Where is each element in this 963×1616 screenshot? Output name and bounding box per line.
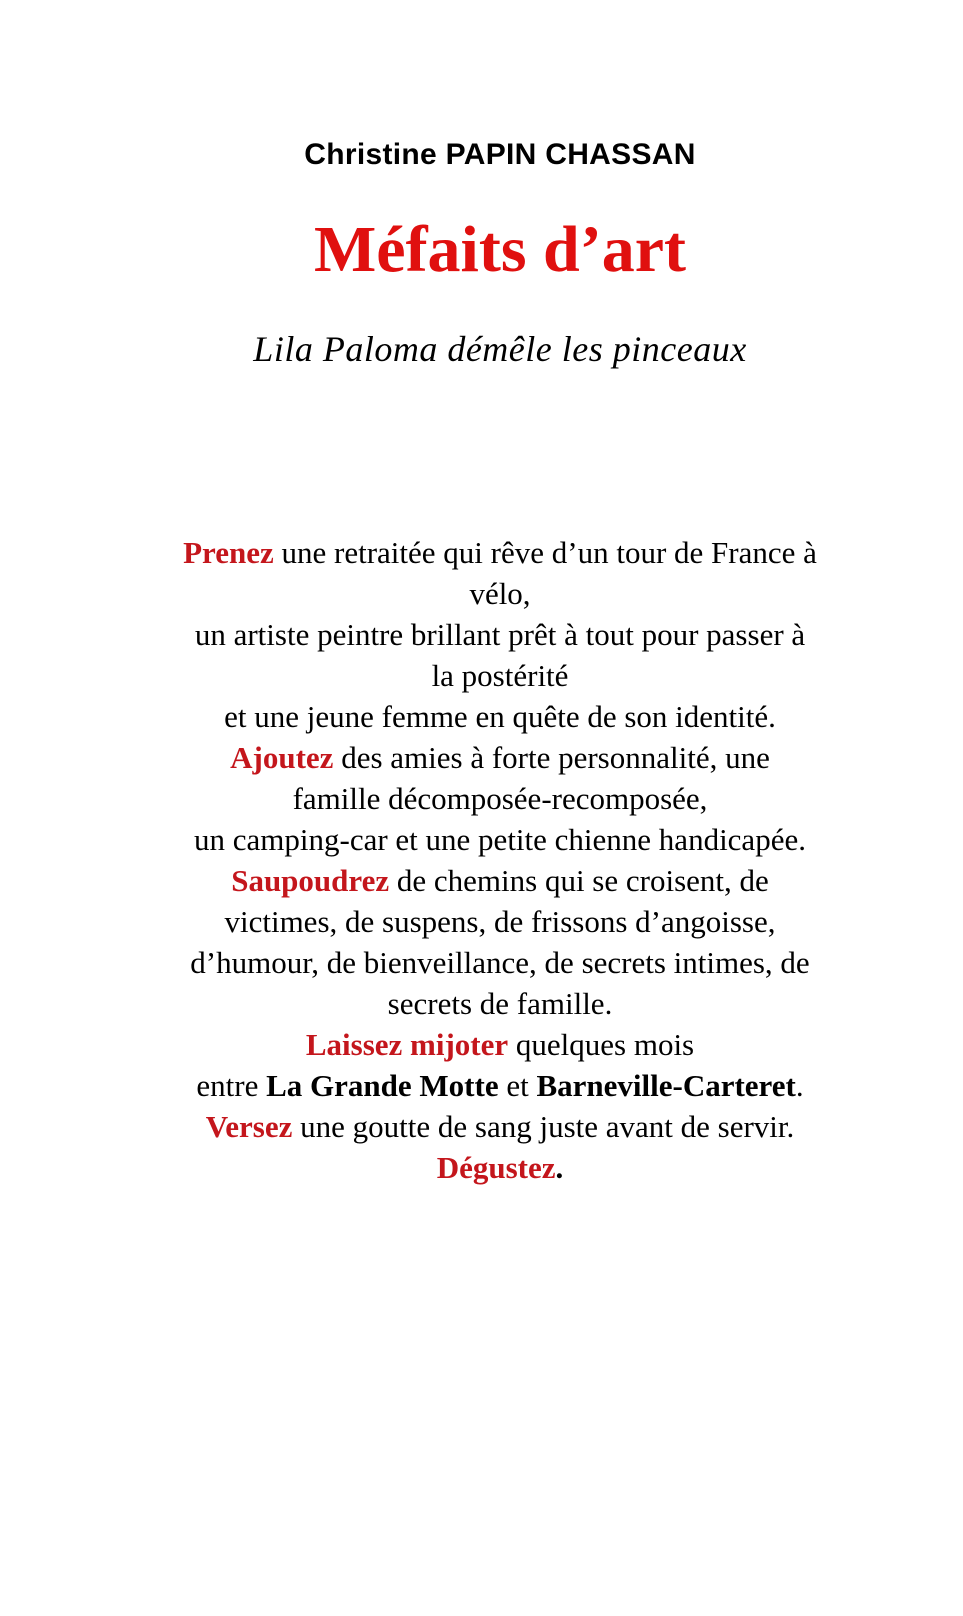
blurb-line <box>130 1024 870 1065</box>
blurb-text-segment: de chemins qui se croisent, de <box>389 863 769 898</box>
blurb-text-segment: . <box>795 1068 804 1103</box>
blurb-text-segment: une retraitée qui rêve d’un tour de France à <box>273 535 817 570</box>
blurb-text <box>130 532 870 1188</box>
blurb-line: secrets de famille. <box>387 986 613 1021</box>
blurb-line: et une jeune femme en quête de son identité. <box>224 699 776 734</box>
place-name: La Grande Motte <box>266 1068 499 1103</box>
blurb-verb: Versez <box>205 1109 293 1144</box>
blurb-verb: Dégustez <box>436 1150 556 1185</box>
blurb-line: famille décomposée-recomposée, <box>292 781 708 816</box>
blurb-line: un artiste peintre brillant prêt à tout pour passer à <box>194 617 806 652</box>
author-name: Christine PAPIN CHASSAN <box>304 138 696 171</box>
blurb-verb: Laissez mijoter <box>305 1027 509 1062</box>
blurb-line <box>130 1065 870 1106</box>
blurb-line: vélo, <box>469 576 531 611</box>
blurb-text-segment: . <box>555 1150 564 1185</box>
book-title: Méfaits d’art <box>313 213 687 286</box>
blurb-text-segment: des amies à forte personnalité, une <box>333 740 770 775</box>
place-name: Barneville-Carteret <box>536 1068 796 1103</box>
blurb-text-segment: et <box>498 1068 537 1103</box>
blurb-line: la postérité <box>431 658 569 693</box>
blurb-line <box>130 532 870 573</box>
blurb-text-segment: quelques mois <box>508 1027 695 1062</box>
blurb-line <box>130 1147 870 1188</box>
blurb-line: un camping-car et une petite chienne handicapée. <box>194 822 806 857</box>
blurb-verb: Ajoutez <box>230 740 334 775</box>
blurb-text-segment: entre <box>196 1068 267 1103</box>
blurb-line <box>130 860 870 901</box>
blurb-verb: Saupoudrez <box>231 863 390 898</box>
blurb-line: victimes, de suspens, de frissons d’angoisse, <box>224 904 776 939</box>
blurb-line <box>130 737 870 778</box>
blurb-verb: Prenez <box>183 535 274 570</box>
blurb-text-segment: une goutte de sang juste avant de servir. <box>292 1109 795 1144</box>
blurb-line <box>130 1106 870 1147</box>
blurb-line: d’humour, de bienveillance, de secrets intimes, de <box>190 945 810 980</box>
book-subtitle: Lila Paloma démêle les pinceaux <box>253 329 747 369</box>
